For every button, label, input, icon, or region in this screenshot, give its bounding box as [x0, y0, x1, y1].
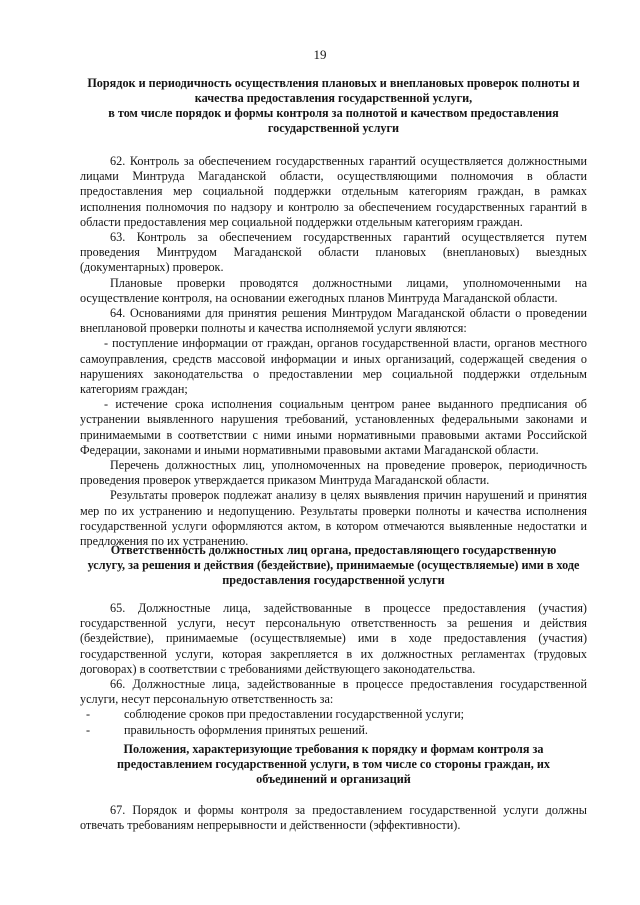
list-item-information-received: - поступление информации от граждан, органов государственной власти, органов местного самоуправления, средств массовой информации и иных организаций, содержащей сведения о нарушениях законодательства о предоставлении мер социальной поддержки отдельным категориям граждан; [80, 336, 587, 397]
list-marker: - [86, 707, 91, 722]
list-item-text: правильность оформления принятых решений. [124, 722, 368, 737]
list-item-text: соблюдение сроков при предоставлении государственной услуги; [124, 707, 465, 722]
section-heading-inspections [80, 76, 587, 136]
heading-line: объединений и организаций [256, 772, 411, 786]
section-body-inspections [80, 154, 587, 549]
paragraph-planned-inspections: Плановые проверки проводятся должностными лицами, уполномоченными на осуществление контроля, на основании ежегодных планов Минтруда Магаданской области. [80, 275, 587, 305]
paragraph-66: 66. Должностные лица, задействованные в процессе предоставления государственной услуги, несут персональную ответственность за: [80, 677, 587, 707]
section-body-responsibility [80, 601, 587, 738]
section-heading-responsibility [80, 543, 587, 588]
paragraph-67: 67. Порядок и формы контроля за предоставлением государственной услуги должны отвечать требованиям непрерывности и действенности (эффективности). [80, 803, 587, 833]
paragraph-65: 65. Должностные лица, задействованные в процессе предоставления (участия) государственной услуги, несут персональную ответственность за решения и действия (бездействие), принимаемые (осуществляемые) ими в ходе предоставления (участия) государственной услуги, которая закрепляется в их должностных регламентах (трудовых договорах) в соответствии с требованиями действующего законодательства. [80, 601, 587, 676]
list-item [80, 723, 587, 738]
heading-line: в том числе порядок и формы контроля за полнотой и качеством предоставления [108, 106, 559, 120]
section-heading-control-requirements [80, 742, 587, 787]
heading-line: Положения, характеризующие требования к порядку и формам контроля за [123, 742, 544, 756]
heading-line: качества предоставления государственной услуги, [194, 91, 473, 105]
list-item [80, 707, 587, 722]
page-number: 19 [313, 47, 327, 62]
paragraph-62: 62. Контроль за обеспечением государственных гарантий осуществляется должностными лицами Минтруда Магаданской области, осуществляющими полномочия в области предоставления мер социальной поддержки отдельным категориям граждан, в рамках исполнения полномочия по надзору и контролю за обеспечением государственных гарантий в области предоставления мер социальной поддержки отдельным категориям граждан. [80, 154, 587, 229]
heading-line: Ответственность должностных лиц органа, предоставляющего государственную [110, 543, 557, 557]
paragraph-64: 64. Основаниями для принятия решения Минтрудом Магаданской области о проведении внеплановой проверки полноты и качества исполняемой услуги являются: [80, 306, 587, 336]
heading-line: предоставлением государственной услуги, в том числе со стороны граждан, их [117, 757, 550, 771]
heading-line: услугу, за решения и действия (бездействие), принимаемые (осуществляемые) ими в ходе [87, 558, 580, 572]
paragraph-officials-list: Перечень должностных лиц, уполномоченных на проведение проверок, периодичность проведения проверок утверждается приказом Минтруда Магаданской области. [80, 458, 587, 488]
heading-line: Порядок и периодичность осуществления плановых и внеплановых проверок полноты и [87, 76, 580, 90]
section-body-control-requirements [80, 803, 587, 833]
list-marker: - [86, 722, 91, 737]
paragraph-63: 63. Контроль за обеспечением государственных гарантий осуществляется путем проведения Минтрудом Магаданской области плановых (внеплановых) выездных (документарных) проверок. [80, 230, 587, 275]
list-item-deadline-expired: - истечение срока исполнения социальным центром ранее выданного предписания об устранении выявленного нарушения требований, установленных федеральными законами и принимаемыми в соответствии с ними иными нормативными правовыми актами Российской Федерации, законами и иными нормативными правовыми актами Магаданской области. [80, 397, 587, 457]
heading-line: предоставления государственной услуги [222, 573, 445, 587]
heading-line: государственной услуги [267, 121, 400, 135]
paragraph-inspection-results: Результаты проверок подлежат анализу в целях выявления причин нарушений и принятия мер по их устранению и недопущению. Результаты проверки полноты и качества исполнения государственной услуги оформляются актом, в котором отмечаются выявленные недостатки и предложения по их устранению. [80, 488, 587, 549]
